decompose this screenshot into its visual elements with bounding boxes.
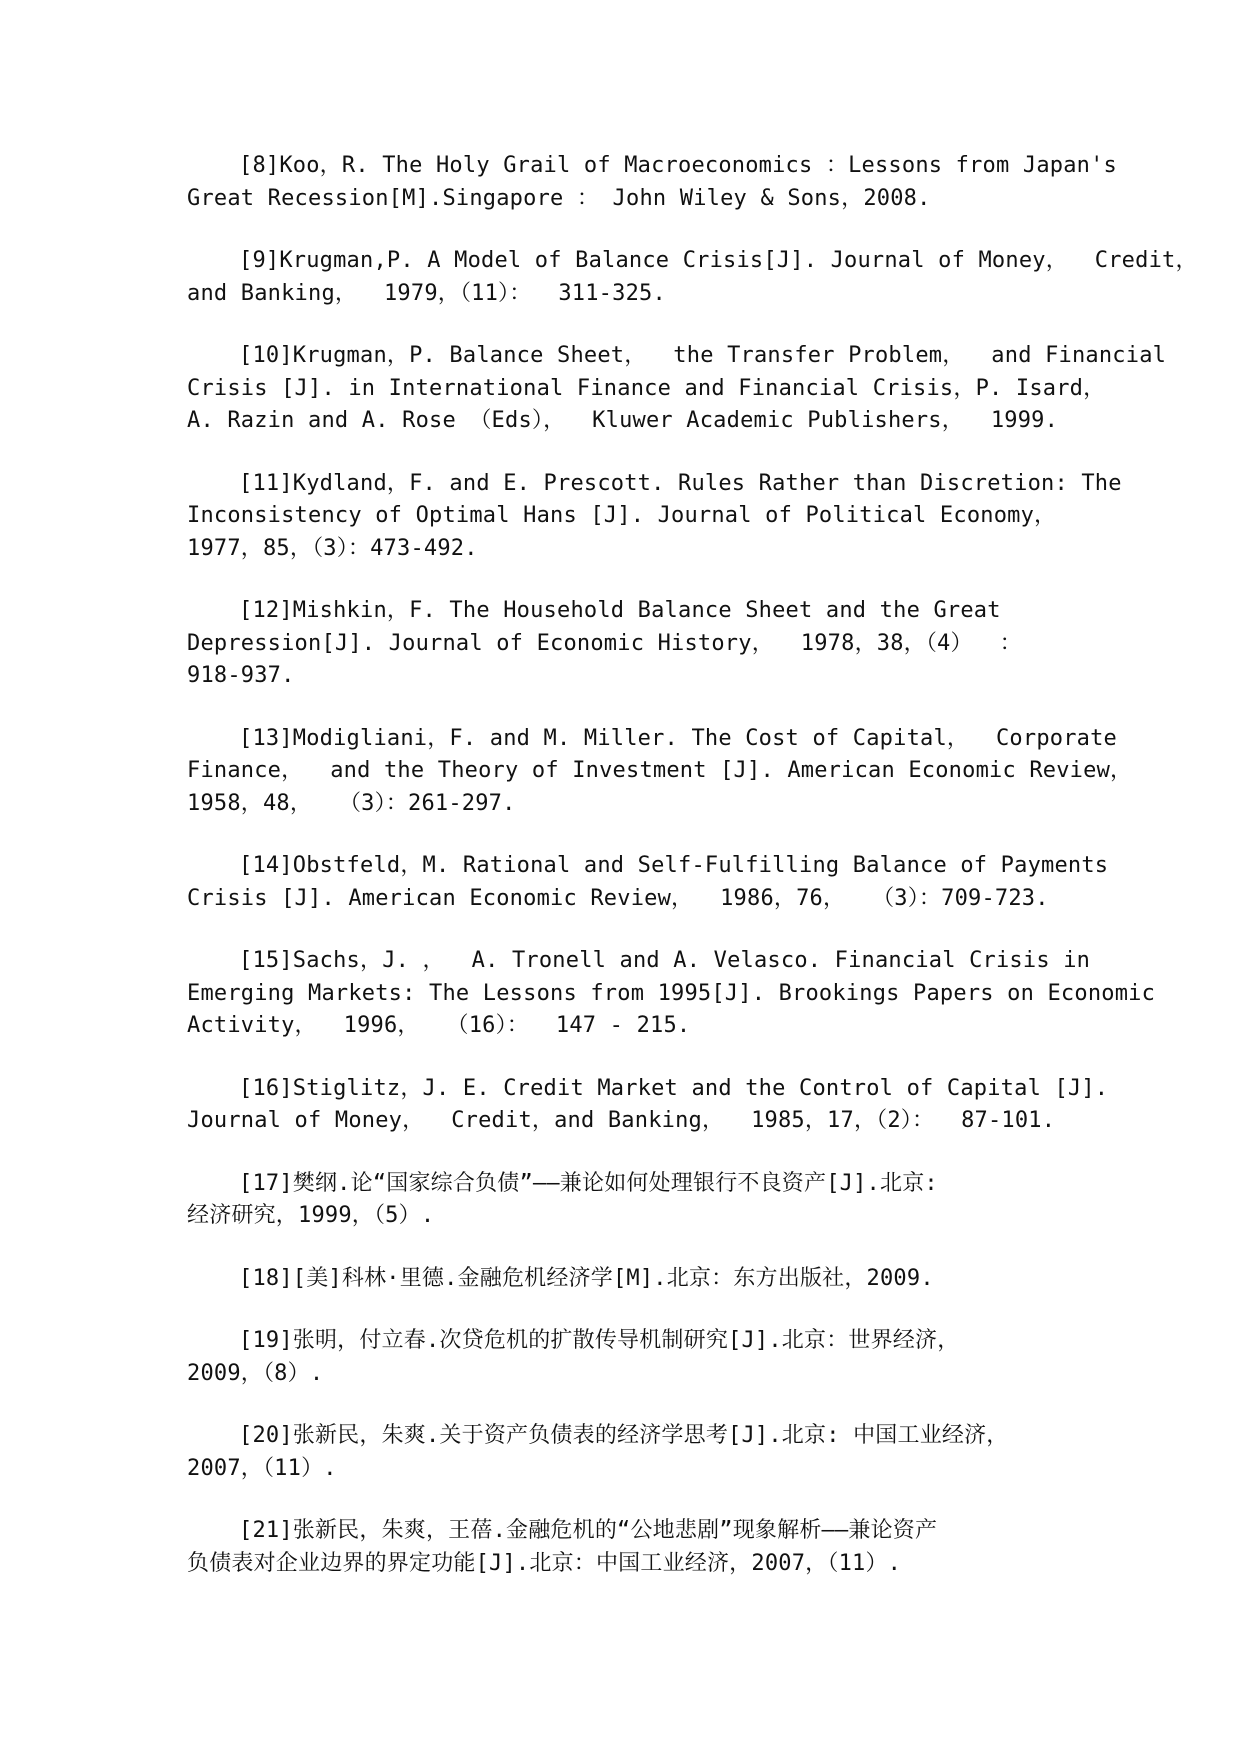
reference-list [187,150,1198,1610]
reference-line: [17]樊纲.论“国家综合负债”——兼论如何处理银行不良资产[J].北京: [239,1170,938,1196]
reference-line: Inconsistency of Optimal Hans [J]. Journal of Political Economy， [187,503,1057,528]
reference-line: Finance， and the Theory of Investment [J]. American Economic Review， [187,758,1133,783]
reference-line: [21]张新民，朱爽，王蓓.金融危机的“公地悲剧”现象解析——兼论资产 [239,1518,938,1543]
reference-line: 1977，85，（3）：473-492. [187,535,478,561]
reference-entry-15 [187,945,1156,1043]
reference-entry-18 [187,1263,1117,1296]
reference-line: 2009，（8）. [187,1360,324,1386]
reference-line: Great Recession[M].Singapore ： John Wiley & Sons，2008. [187,185,931,211]
reference-entry-10 [187,340,1167,438]
reference-entry-9 [187,245,1198,310]
reference-entry-19 [187,1325,1117,1390]
reference-line: 918-937. [187,663,295,688]
reference-line: 2007，（11）. [187,1455,337,1481]
reference-entry-12 [187,595,1117,693]
reference-line: [12]Mishkin，F. The Household Balance Sheet and the Great [239,598,1001,623]
reference-line: Crisis [J]. American Economic Review， 1986，76， （3）：709-723. [187,885,1049,911]
reference-entry-8 [187,150,1117,215]
reference-entry-20 [187,1420,1117,1485]
reference-line: [13]Modigliani，F. and M. Miller. The Cost of Capital， Corporate [239,725,1117,751]
reference-line: Emerging Markets: The Lessons from 1995[J]. Brookings Papers on Economic [187,980,1156,1006]
reference-line: [10]Krugman，P. Balance Sheet， the Transfer Problem， and Financial [239,343,1167,368]
reference-line: A. Razin and A. Rose （Eds）， Kluwer Academic Publishers， 1999. [187,408,1059,433]
reference-line: Crisis [J]. in International Finance and Financial Crisis，P. Isard， [187,375,1106,401]
reference-entry-14 [187,850,1117,915]
reference-line: Activity， 1996， （16）： 147 - 215. [187,1013,691,1038]
reference-line: [9]Krugman,P. A Model of Balance Crisis[J]. Journal of Money， Credit， [239,248,1198,273]
reference-entry-11 [187,468,1122,566]
reference-line: Depression[J]. Journal of Economic History， 1978，38，（4） ： [187,630,1022,656]
reference-entry-17 [187,1168,1117,1233]
reference-entry-16 [187,1073,1117,1138]
reference-line: [16]Stiglitz，J. E. Credit Market and the Control of Capital [J]. [239,1075,1109,1101]
reference-entry-21 [187,1515,1117,1580]
reference-line: [8]Koo，R. The Holy Grail of Macroeconomics ：Lessons from Japan's [239,153,1117,178]
reference-line: [11]Kydland，F. and E. Prescott. Rules Rather than Discretion: The [239,470,1122,496]
reference-line: [15]Sachs，J. ， A. Tronell and A. Velasco. Financial Crisis in [239,948,1091,973]
reference-line: [19]张明，付立春.次贷危机的扩散传导机制研究[J].北京：世界经济， [239,1328,960,1353]
reference-line: [18][美]科林·里德.金融危机经济学[M].北京：东方出版社，2009. [239,1265,934,1291]
reference-line: 负债表对企业边界的界定功能[J].北京：中国工业经济，2007，（11）. [187,1550,902,1576]
reference-entry-13 [187,723,1133,821]
reference-line: 经济研究，1999，（5）. [187,1203,435,1228]
reference-line: [14]Obstfeld，M. Rational and Self-Fulfilling Balance of Payments [239,853,1109,878]
reference-line: 1958，48， （3）：261-297. [187,790,516,816]
reference-line: [20]张新民，朱爽.关于资产负债表的经济学思考[J].北京: 中国工业经济， [239,1423,1009,1448]
reference-line: Journal of Money， Credit，and Banking， 1985，17，（2）： 87-101. [187,1108,1056,1133]
reference-line: and Banking， 1979，（11）： 311-325. [187,280,666,306]
